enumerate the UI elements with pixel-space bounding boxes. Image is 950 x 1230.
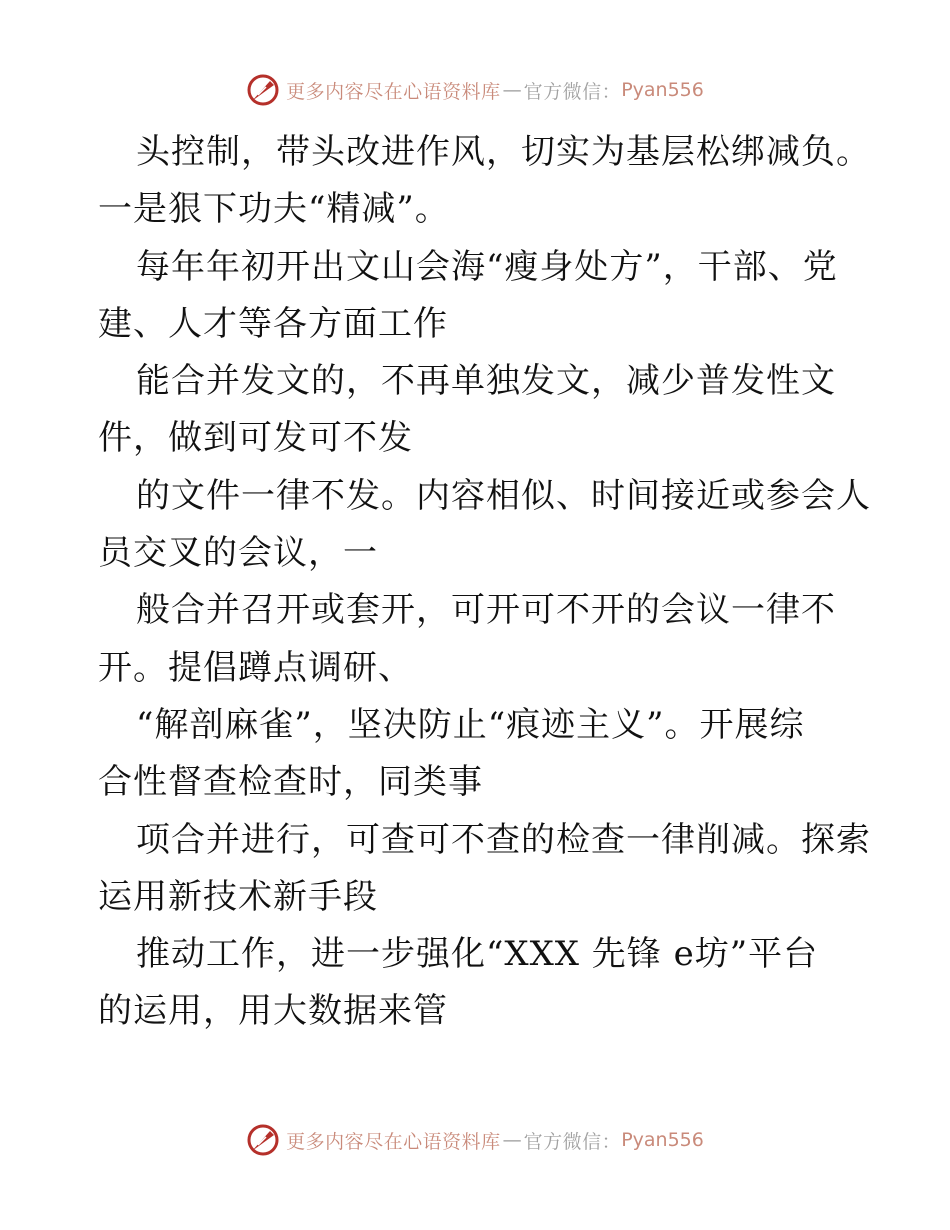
header-watermark	[0, 70, 950, 110]
text-line: 员交叉的会议，一	[98, 533, 378, 574]
text-line: 的文件一律不发。内容相似、时间接近或参会人	[136, 475, 871, 516]
watermark-contact-label: 官方微信：	[523, 1130, 622, 1153]
text-line: 建、人才等各方面工作	[98, 303, 448, 344]
text-line: 头控制，带头改进作风，切实为基层松绑减负。	[136, 132, 871, 172]
watermark-contact-label: 官方微信：	[523, 80, 622, 103]
watermark-separator: —	[502, 79, 522, 101]
text-line: 般合并召开或套开，可开可不开的会议一律不	[136, 590, 836, 631]
document-body	[98, 124, 871, 1041]
text-line: 能合并发文的，不再单独发文，减少普发性文	[136, 361, 836, 402]
text-line: 运用新技术新手段	[98, 876, 378, 917]
text-line: 件，做到可发可不发	[98, 418, 413, 459]
footer-watermark	[0, 1120, 950, 1160]
watermark-contact-id: Pyan556	[621, 79, 704, 101]
watermark-contact-id: Pyan556	[621, 1129, 704, 1151]
text-line: 每年年初开出文山会海“瘦身处方”，干部、党	[136, 246, 838, 287]
text-line: 推动工作，进一步强化“XXX 先锋 e坊”平台	[136, 934, 819, 975]
text-line: 的运用，用大数据来管	[98, 991, 448, 1032]
watermark-site-text: 更多内容尽在心语资料库	[286, 1130, 501, 1153]
text-line: 项合并进行，可查可不查的检查一律削减。探索	[136, 819, 871, 860]
text-line: 合性督查检查时，同类事	[98, 762, 483, 803]
text-line: 开。提倡蹲点调研、	[98, 647, 413, 688]
text-line: “解剖麻雀”，坚决防止“痕迹主义”。开展综	[136, 704, 805, 745]
quill-logo-icon	[246, 1123, 280, 1157]
watermark-site-text: 更多内容尽在心语资料库	[286, 80, 501, 103]
quill-logo-icon	[246, 73, 280, 107]
text-line: 一是狠下功夫“精减”。	[98, 189, 450, 230]
watermark-separator: —	[502, 1129, 522, 1151]
